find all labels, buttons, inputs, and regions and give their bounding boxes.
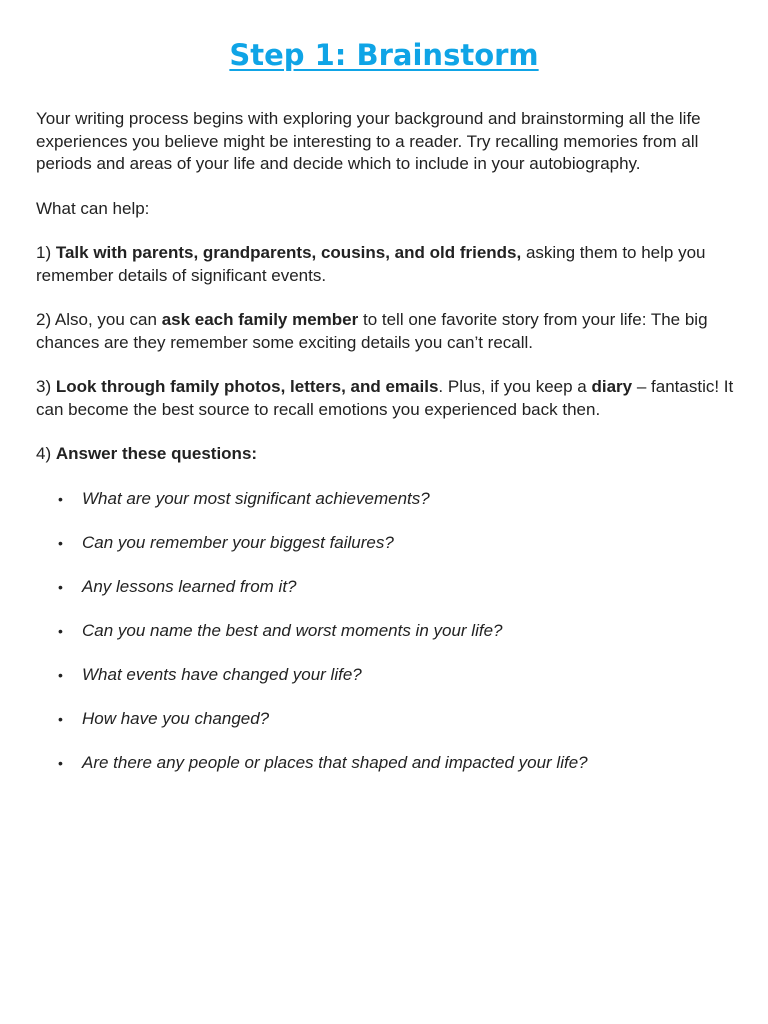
tip-3-bold-2: diary <box>591 377 633 396</box>
list-item <box>36 664 736 687</box>
bullet-icon: • <box>58 490 63 507</box>
tip-3-rest: – fantastic! It can become the best source to recall emotions you experienced back then. <box>36 377 734 419</box>
page-title: Step 1: Brainstorm <box>229 38 539 72</box>
question-text: Are there any people or places that shaped and impacted your life? <box>82 752 588 772</box>
tip-2-pre: 2) Also, you can <box>36 310 162 329</box>
tip-3-number: 3) <box>36 377 56 396</box>
bullet-icon: • <box>58 534 63 551</box>
tip-1-paragraph <box>36 242 736 287</box>
intro-paragraph: Your writing process begins with exploring your background and brainstorming all the life experiences you believe might be interesting to a reader. Try recalling memories from all periods and areas of your life and decide which to include in your autobiography. <box>36 109 701 173</box>
what-can-help-label: What can help: <box>36 198 150 218</box>
question-text: What events have changed your life? <box>82 664 362 684</box>
bullet-icon: • <box>58 622 63 639</box>
tip-2-bold: ask each family member <box>161 310 359 329</box>
list-item <box>36 576 736 599</box>
list-item <box>36 708 736 731</box>
tip-4-paragraph <box>36 443 736 466</box>
bullet-icon: • <box>58 710 63 727</box>
question-text: Can you remember your biggest failures? <box>82 532 394 552</box>
bullet-icon: • <box>58 666 63 683</box>
tip-1-rest: asking them to help you remember details of significant events. <box>36 243 706 285</box>
question-text: How have you changed? <box>82 708 270 728</box>
tip-4-bold: Answer these questions: <box>55 444 258 463</box>
tip-2-rest: to tell one favorite story from your life: The big chances are they remember some exciting details you can’t recall. <box>36 310 708 352</box>
list-item <box>36 752 736 775</box>
tip-1-number: 1) <box>36 243 56 262</box>
tip-3-paragraph <box>36 376 736 421</box>
tip-3-bold-1: Look through family photos, letters, and emails <box>55 377 439 396</box>
question-text: Can you name the best and worst moments in your life? <box>82 620 503 640</box>
tip-3-mid: . Plus, if you keep a <box>438 377 592 396</box>
tip-4-number: 4) <box>36 444 56 463</box>
tip-1-bold: Talk with parents, grandparents, cousins, and old friends, <box>55 243 522 262</box>
document-body <box>36 108 736 796</box>
question-text: Any lessons learned from it? <box>82 576 297 596</box>
question-text: What are your most significant achievements? <box>82 488 430 508</box>
tip-2-paragraph <box>36 309 736 354</box>
bullet-icon: • <box>58 578 63 595</box>
list-item <box>36 488 736 511</box>
list-item <box>36 620 736 643</box>
bullet-icon: • <box>58 754 63 771</box>
list-item <box>36 532 736 555</box>
questions-list <box>36 488 736 775</box>
